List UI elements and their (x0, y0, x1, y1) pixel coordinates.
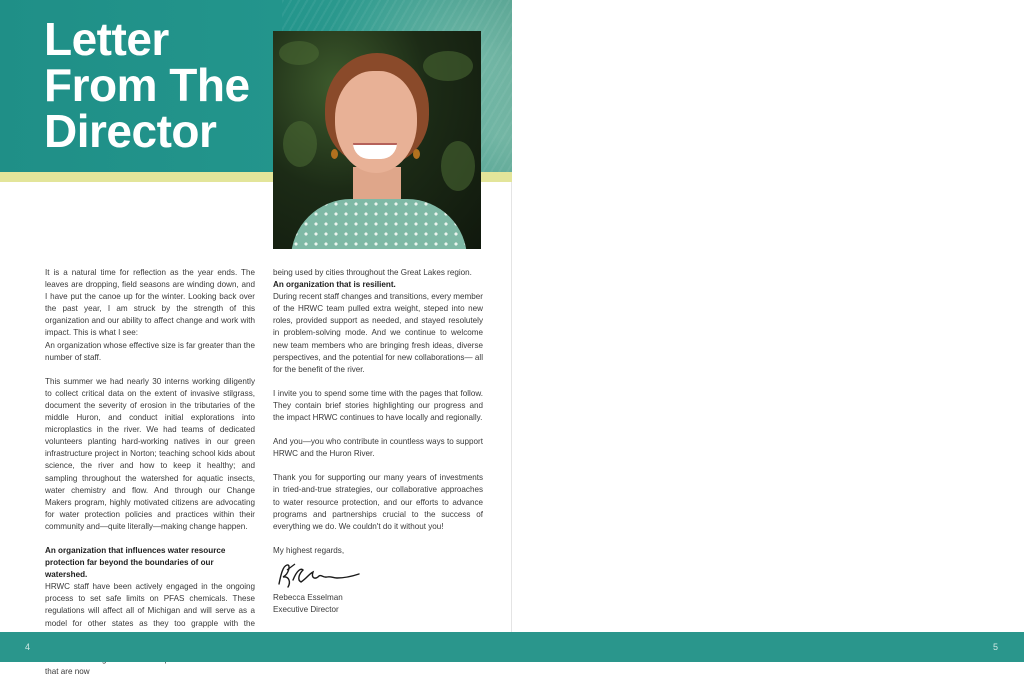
signer-title: Executive Director (273, 604, 339, 614)
paragraph: being used by cities throughout the Great Lakes region. (273, 268, 472, 277)
paragraph: I invite you to spend some time with the pages that follow. They contain brief stories highlighting our progress and the impact HRWC continues to have locally and regionally. (273, 388, 483, 423)
page-number-left: 4 (25, 642, 31, 652)
title-line-1: Letter (44, 13, 169, 65)
signature-image (273, 560, 363, 590)
section-heading: An organization that is resilient. (273, 280, 396, 290)
paragraph: Thank you for supporting our many years of investments in tried-and-true strategies, our collaborative approaches to water resource protection, and our efforts to advance programs and partnerships crucial to the success of everything we do. We couldn't do it without you! (273, 473, 483, 531)
right-page (512, 0, 1024, 632)
paragraph: This summer we had nearly 30 interns working diligently to collect critical data on the extent of invasive stilgrass, document the severity of erosion in the tributaries of the middle Huron, and conduct initial explorations into microplastics in the river. We had teams of dedicated volunteers planting hard-working natives in our green infrastructure project in Norton; teaching school kids about science, the river and how to keep it healthy; and sampling throughout the watershed for aquatic insects, water chemistry and flow. And through our Change Makers program, highly motivated citizens are advocating for water protection policies and practices within their community and—quite literally—making change happen. (45, 376, 255, 531)
page-title (44, 13, 274, 157)
right-text-column (273, 267, 483, 616)
signer-name: Rebecca Esselman (273, 592, 343, 602)
title-line-3: Director (44, 105, 217, 157)
footer-bar (0, 632, 1024, 662)
paragraph: An organization whose effective size is far greater than the number of staff. (45, 340, 255, 362)
portrait-shirt (291, 199, 467, 249)
closing-line: My highest regards, (273, 545, 345, 555)
page-number-right: 5 (993, 642, 999, 652)
section-heading: An organization that influences water resource protection far beyond the boundaries of our watershed. (45, 545, 226, 580)
paragraph: And you—you who contribute in countless ways to support HRWC and the Huron River. (273, 437, 483, 459)
left-text-column (45, 267, 255, 678)
paragraph: HRWC staff have been actively engaged in the ongoing process to set safe limits on PFAS chemicals. These regulations will affect all of Michigan and will serve as a model for other states as they too grapple with the that are now (45, 582, 255, 676)
paragraph: During recent staff changes and transitions, every member of the HRWC team pulled extra weight, steped into new roles, provided support as needed, and stayed resolutely in problem-solving mode. And we continue to welcome new team members who are bringing fresh ideas, diverse perspectives, and the potential for new collaborations— all for the benefit of the river. (273, 292, 483, 374)
paragraph: It is a natural time for reflection as the year ends. The leaves are dropping, field seasons are winding down, and I have put the canoe up for the winter. Looking back over the past year, I am struck by the strength of this organization and our ability to affect change and work with impact. This is what I see: (45, 268, 255, 338)
title-line-2: From The (44, 59, 250, 111)
director-photo (273, 31, 481, 249)
